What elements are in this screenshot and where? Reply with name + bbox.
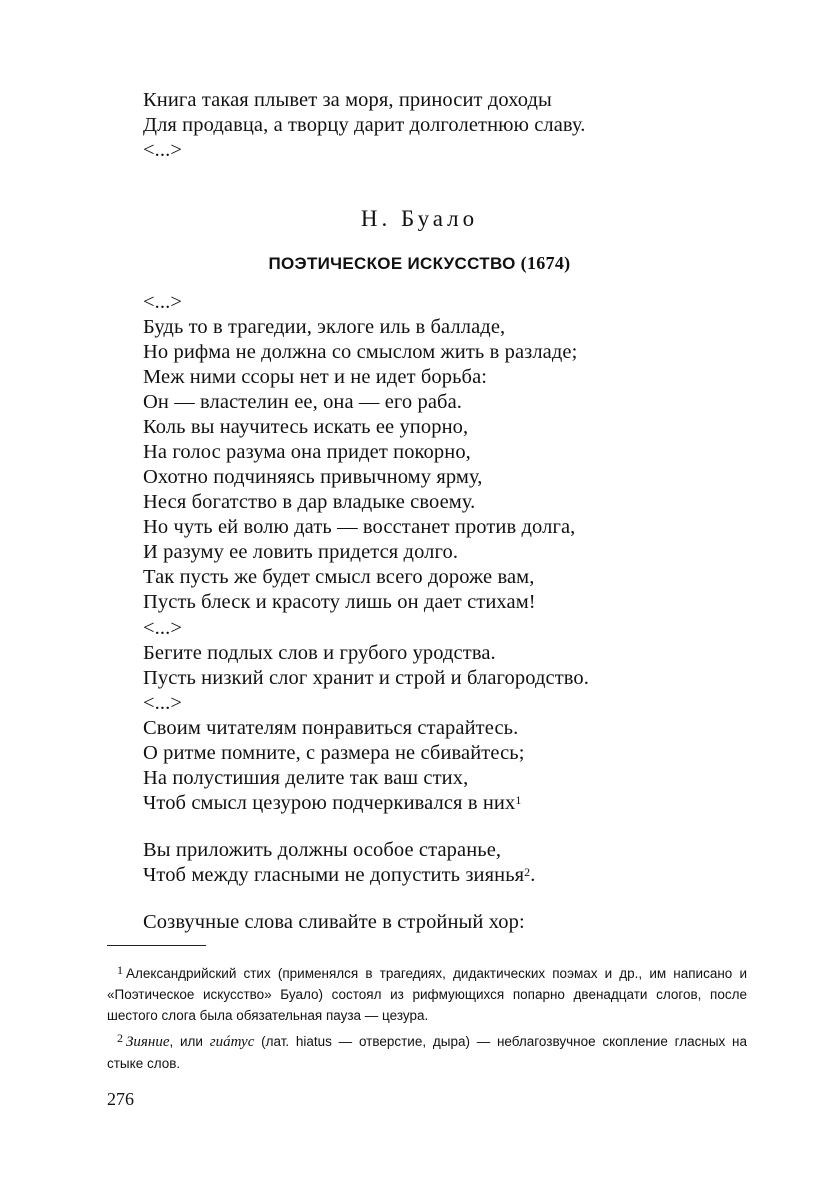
verse-line-text: Чтоб смысл цезурою подчеркивался в них <box>143 792 516 814</box>
verse-line <box>143 863 536 887</box>
verse-line: Вы приложить должны особое старанье, <box>143 839 502 861</box>
verse-line: Он — властелин ее, она — его раба. <box>143 391 463 413</box>
verse-line: Но рифма не должна со смыслом жить в разладе; <box>143 341 578 363</box>
footnote-ref-2[interactable]: 2 <box>524 865 531 879</box>
verse-line: На полустишия делите так ваш стих, <box>143 767 469 789</box>
ellipsis-marker: <...> <box>143 617 182 639</box>
ellipsis-marker: <...> <box>143 291 182 313</box>
verse-line: Меж ними ссоры нет и не идет борьба: <box>143 366 488 388</box>
footnote-term: Зияние <box>126 1034 170 1050</box>
footnote-ref-1[interactable]: 1 <box>515 793 522 807</box>
verse-line: Неся богатство в дар владыке своему. <box>143 491 476 513</box>
verse-line: Бегите подлых слов и грубого уродства. <box>143 642 496 664</box>
verse-line-end: . <box>530 864 536 886</box>
verse-line: Созвучные слова сливайте в стройный хор: <box>143 911 525 933</box>
verse-line: Книга такая плывет за моря, приносит доходы <box>143 89 552 111</box>
verse-line: На голос разума она придет покорно, <box>143 441 471 463</box>
verse-line: О ритме помните, с размера не сбивайтесь; <box>143 742 525 764</box>
footnote-term-alt: гиáтус <box>209 1034 255 1050</box>
verse-line: Пусть блеск и красоту лишь он дает стихам! <box>143 591 536 613</box>
footnote-text: Александрийский стих (применялся в трагедиях, дидактических поэмах и др., им написано и «Поэтическое искусство» Буало) состоял из рифмующихся попарно двенадцати слогов, после шестого слога была обязательная пауза — цезура. <box>107 966 747 1023</box>
page-number: 276 <box>107 1089 134 1109</box>
verse-line: Будь то в трагедии, эклоге иль в балладе, <box>143 316 506 338</box>
ellipsis-marker: <...> <box>143 692 182 714</box>
footnote-connector: , или <box>169 1034 210 1049</box>
footnote-2 <box>107 1031 747 1074</box>
verse-line-text: Чтоб между гласными не допустить зиянья <box>143 864 525 886</box>
verse-line: Охотно подчиняясь привычному ярму, <box>143 466 483 488</box>
work-title <box>0 253 839 274</box>
footnote-text: (лат. hiatus — отверстие, дыра) — неблагозвучное скопление гласных на стыке слов. <box>107 1034 747 1071</box>
footnote-number: 2 <box>117 1031 123 1045</box>
verse-line: И разуму ее ловить придется долго. <box>143 541 459 563</box>
ellipsis-marker: <...> <box>143 139 182 161</box>
work-year: (1674) <box>520 253 571 273</box>
verse-line: Пусть низкий слог хранит и строй и благородство. <box>143 667 589 689</box>
verse-line <box>143 791 521 815</box>
work-title-text: ПОЭТИЧЕСКОЕ ИСКУССТВО <box>268 254 516 273</box>
verse-line: Коль вы научитесь искать ее упорно, <box>143 416 469 438</box>
footnote-1 <box>107 963 747 1026</box>
footnote-divider <box>107 945 206 946</box>
verse-line: Так пусть же будет смысл всего дороже вам, <box>143 566 535 588</box>
author-name: Н. Буало <box>360 206 479 231</box>
footnote-number: 1 <box>117 963 123 977</box>
verse-line: Но чуть ей волю дать — восстанет против долга, <box>143 516 576 538</box>
verse-line: Для продавца, а творцу дарит долголетнюю славу. <box>143 114 586 136</box>
verse-line: Своим читателям понравиться старайтесь. <box>143 717 519 739</box>
